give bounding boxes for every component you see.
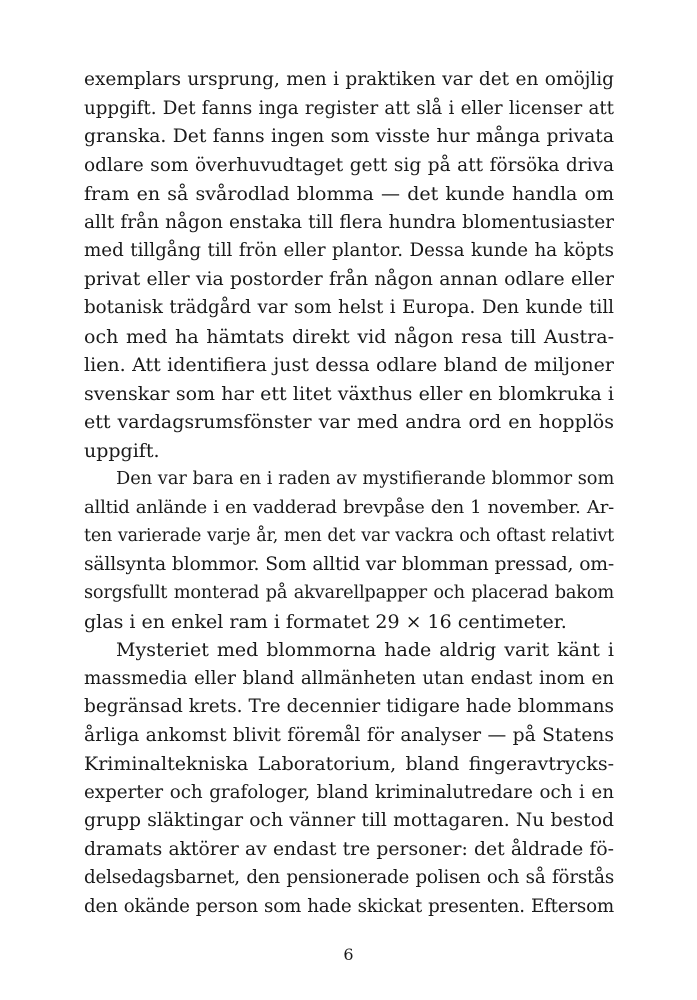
text-line: Kriminaltekniska Laboratorium, bland fingeravtrycks- [84,753,614,775]
text-line: Mysteriet med blommorna hade aldrig varit känt i [116,639,614,661]
page-number: 6 [343,945,354,964]
text-line: uppgift. [84,439,160,462]
text-line: fram en så svårodlad blomma — det kunde handla om [84,183,614,205]
text-line: botanisk trädgård var som helst i Europa. Den kunde till [84,297,614,318]
text-line: grupp släktingar och vänner till mottagaren. Nu bestod [84,810,614,831]
text-line: privat eller via postorder från någon annan odlare eller [84,268,614,290]
text-line: begränsad krets. Tre decennier tidigare hade blommans [84,696,614,717]
text-line: exemplars ursprung, men i praktiken var det en omöjlig [84,69,614,90]
text-line: uppgift. Det fanns inga register att slå i eller licenser att [84,97,614,119]
text-line: sällsynta blommor. Som alltid var blomman pressad, om- [84,553,614,575]
text-line: experter och grafologer, bland kriminalutredare och i en [84,781,614,803]
text-line: Den var bara en i raden av mystifierande blommor som [116,469,615,489]
text-line: ten varierade varje år, men det var vackra och oftast relativt [84,526,614,546]
text-line: allt från någon enstaka till flera hundra blomentusiaster [84,211,614,233]
text-line: den okände person som hade skickat presenten. Eftersom [84,895,614,917]
text-line: årliga ankomst blivit föremål för analyser — på Statens [84,724,614,746]
text-line: lien. Att identifiera just dessa odlare bland de miljoner [84,354,614,376]
page-text-block [84,66,614,921]
text-line: med tillgång till frön eller plantor. Dessa kunde ha köpts [84,240,614,261]
text-line: glas i en enkel ram i formatet 29 × 16 centimeter. [84,610,567,633]
text-line: odlare som överhuvudtaget gett sig på att försöka driva [84,154,614,176]
text-line: sorgsfullt monterad på akvarellpapper och placerad bakom [84,583,614,603]
text-line: massmedia eller bland allmänheten utan endast inom en [84,667,614,689]
text-line: och med ha hämtats direkt vid någon resa till Austra- [84,325,614,348]
text-line: granska. Det fanns ingen som visste hur många privata [84,126,614,147]
text-line: alltid anlände i en vadderad brevpåse den 1 november. Ar- [84,496,614,518]
text-line: delsedagsbarnet, den pensionerade polisen och så förstås [84,867,614,888]
text-line: svenskar som har ett litet växthus eller en blomkruka i [84,382,614,405]
text-line: dramats aktörer av endast tre personer: det åldrade fö- [84,838,614,860]
paragraph-2 [84,465,614,636]
text-line: ett vardagsrumsfönster var med andra ord en hopplös [84,411,614,433]
paragraph-1 [84,66,614,465]
paragraph-3 [84,636,614,921]
